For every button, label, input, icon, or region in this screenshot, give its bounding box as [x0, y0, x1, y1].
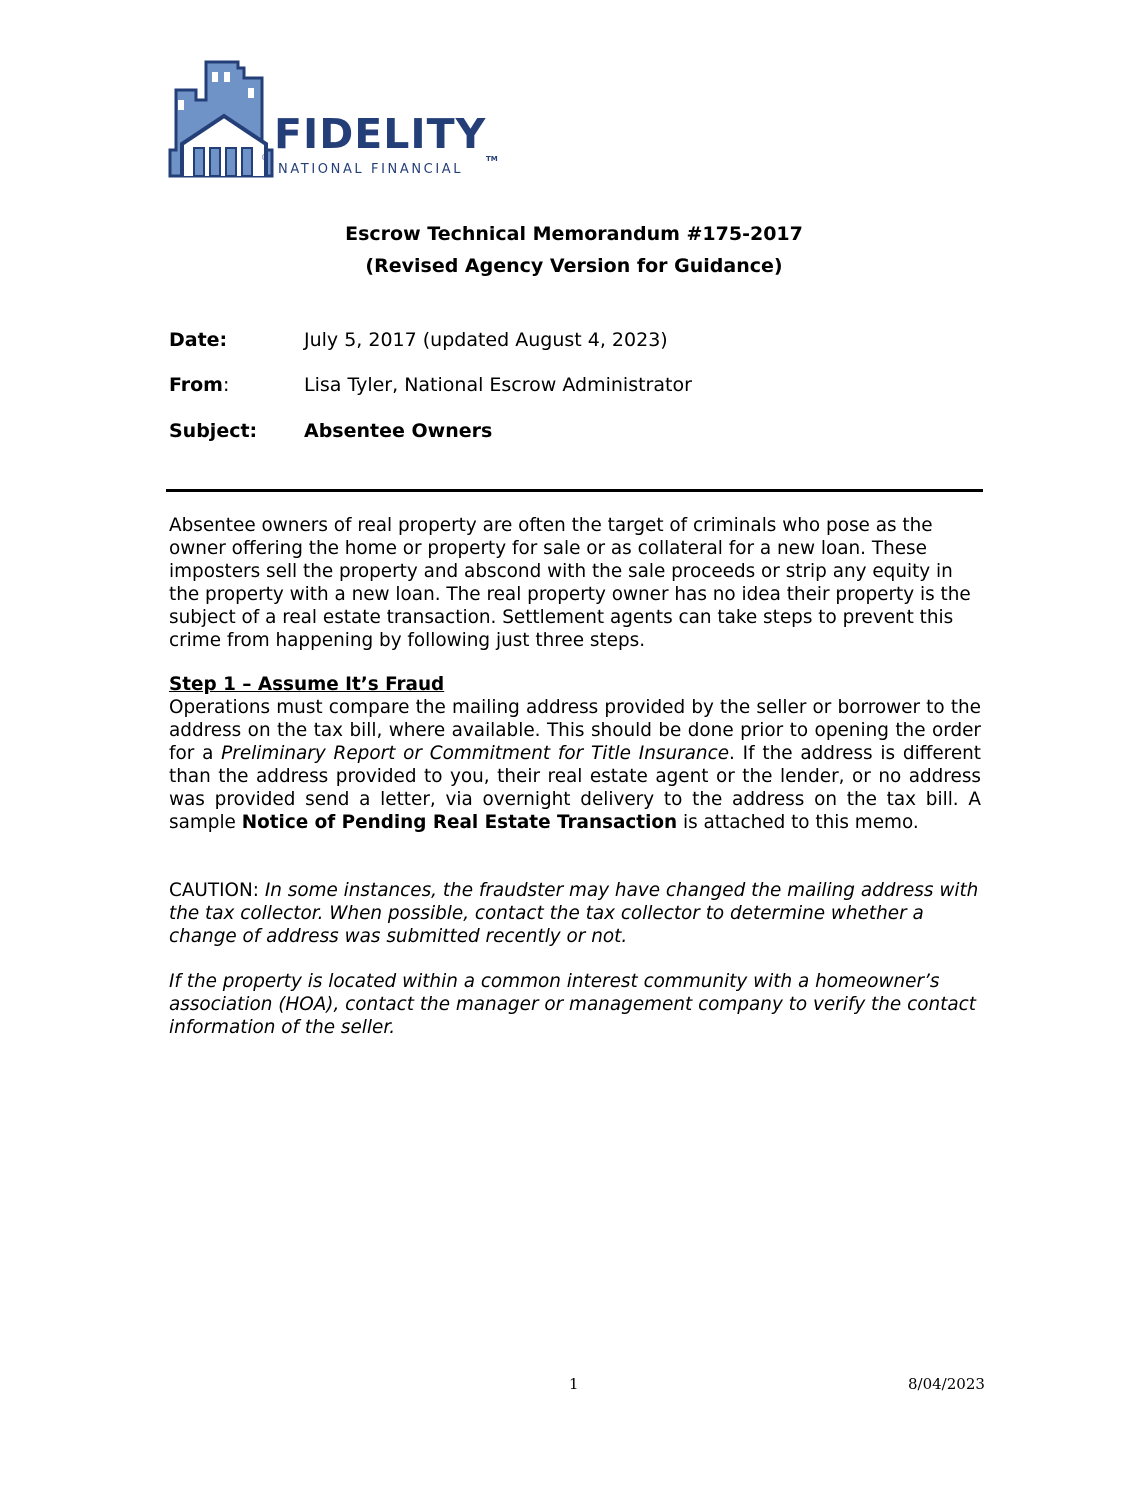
from-label-text: From — [169, 374, 223, 396]
step1-bold-text: Notice of Pending Real Estate Transaction — [241, 812, 678, 833]
intro-paragraph: Absentee owners of real property are often the target of criminals who pose as the owner offering the home or property for sale or as collateral for a new loan. These imposters sell the property and abscond with the sale proceeds or strip any equity in the property with a new loan. The real property owner has no idea their property is the subject of a real estate transaction. Settlement agents can take steps to prevent this crime from happening by following just three steps. — [169, 515, 971, 651]
date-value: July 5, 2017 (updated August 4, 2023) — [304, 329, 668, 351]
caution-label: CAUTION: — [169, 880, 265, 901]
trademark-mark: TM — [486, 155, 498, 163]
step1-paragraph — [169, 696, 981, 834]
logo-subtitle: NATIONAL FINANCIAL — [278, 163, 464, 177]
from-label-colon: : — [223, 374, 230, 396]
memo-title: Escrow Technical Memorandum #175-2017 — [345, 223, 803, 245]
step1-heading: Step 1 – Assume It’s Fraud — [169, 674, 445, 695]
footer-date: 8/04/2023 — [908, 1375, 985, 1393]
step1-text-a: Operations must compare the mailing address provided by the seller or borrower to the address on the tax bill, where available. This should be done prior to opening the order for a — [169, 697, 981, 764]
step1-italic-text: Preliminary Report or Commitment for Title Insurance — [221, 743, 730, 764]
fidelity-logo — [168, 60, 508, 178]
subject-value: Absentee Owners — [304, 420, 493, 442]
date-label: Date: — [169, 329, 228, 351]
caution-text: In some instances, the fraudster may have changed the mailing address with the tax collector. When possible, contact the tax collector to determine whether a change of address was submitted recently or not. — [169, 880, 979, 947]
subject-label: Subject: — [169, 420, 258, 442]
step1-text-c: is attached to this memo. — [677, 812, 919, 833]
logo-wordmark: FIDELITY — [274, 110, 487, 158]
step1-text-b: . If the address is different than the address provided to you, their real estate agent or the lender, or no address was provided send a letter, via overnight delivery to the address on the tax bill. A sample — [169, 743, 982, 833]
hoa-paragraph: If the property is located within a common interest community with a homeowner’s association (HOA), contact the manager or management company to verify the contact information of the seller. — [169, 971, 976, 1038]
header-divider — [166, 489, 983, 492]
registered-mark: ® — [261, 153, 269, 162]
from-value: Lisa Tyler, National Escrow Administrator — [304, 374, 692, 396]
caution-paragraph — [169, 879, 981, 948]
page-number: 1 — [569, 1375, 579, 1393]
from-label — [169, 376, 229, 395]
memo-subtitle: (Revised Agency Version for Guidance) — [365, 255, 783, 277]
